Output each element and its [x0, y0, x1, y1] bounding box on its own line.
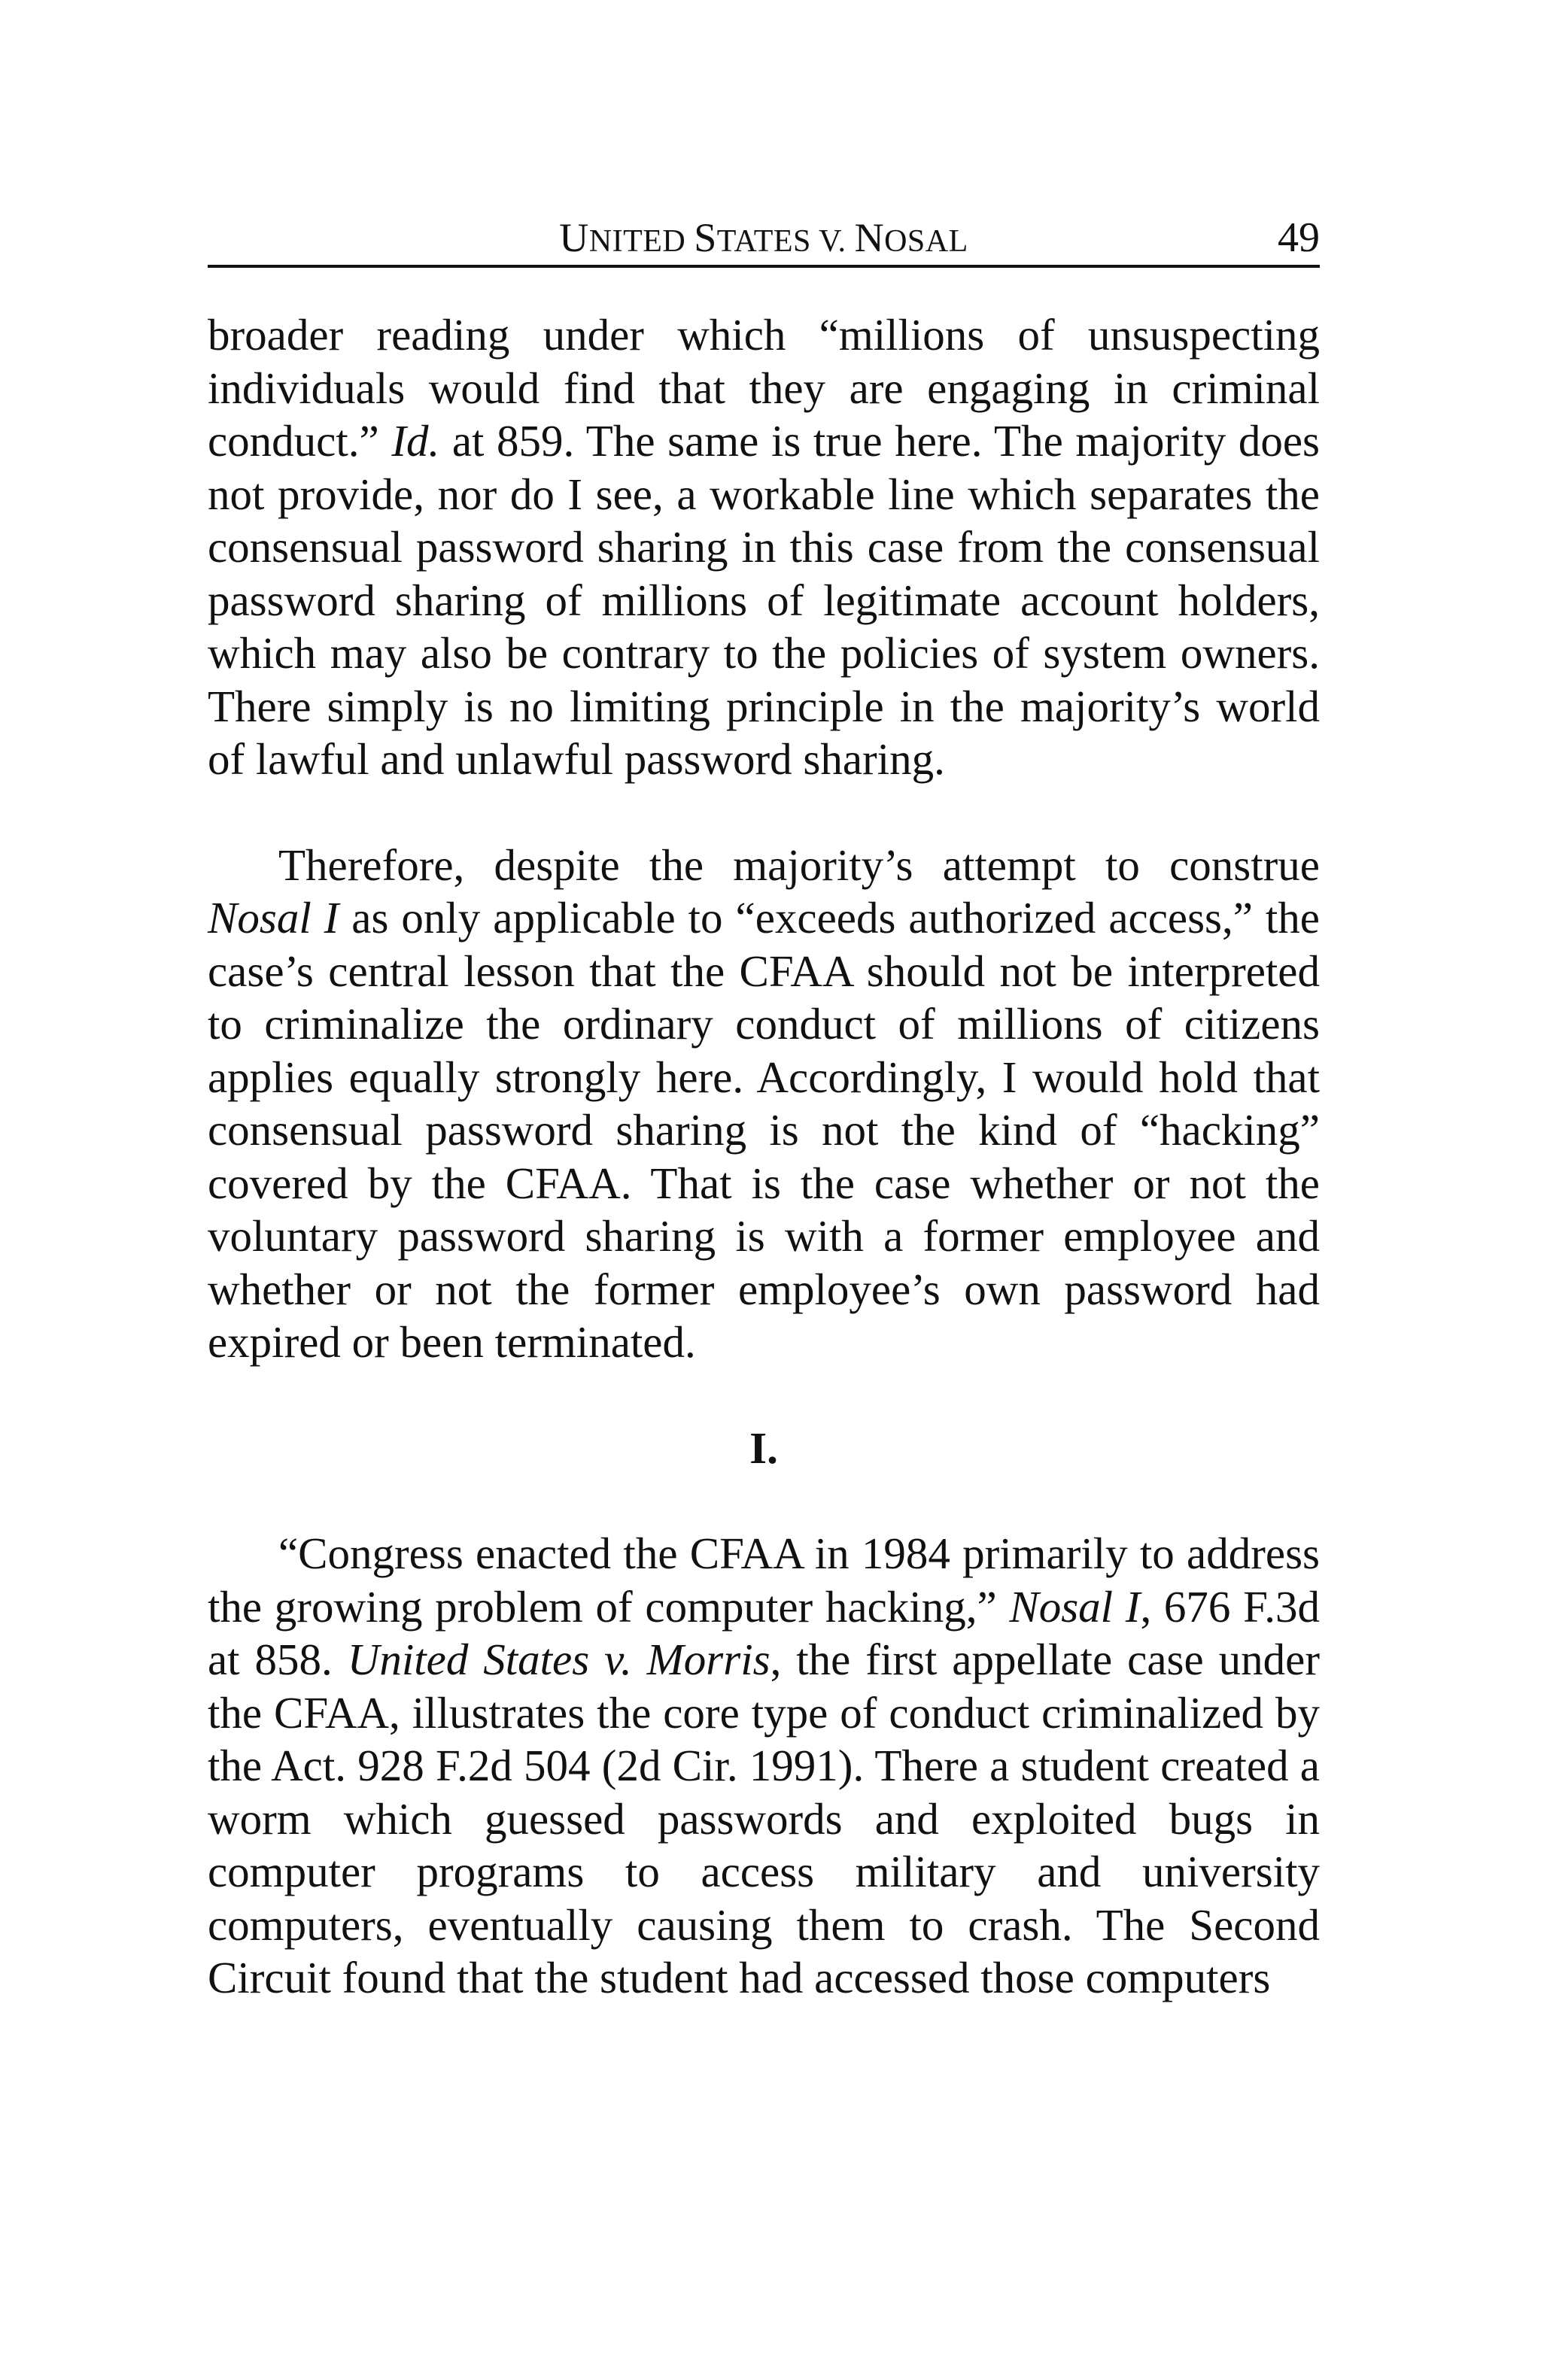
section-heading: I. [749, 1422, 778, 1473]
paragraph-gap [208, 1474, 1320, 1527]
page-number: 49 [1278, 214, 1320, 261]
document-page [208, 211, 1320, 2005]
paragraph-congress: “Congress enacted the CFAA in 1984 primarily to address the growing problem of computer hacking,” Nosal I, 676 F.3d at 858. United States v. Morris, the first appellate case under the CFAA, illustrates the core type of conduct criminalized by the Act. 928 F.2d 504 (2d Cir. 1991). There a student created a worm which guessed passwords and exploited bugs in computer programs to access military and university computers, eventually causing them to crash. The Second Circuit found that the student had accessed those computers [208, 1528, 1320, 2002]
running-title: UNITED STATES V. NOSAL [559, 215, 968, 260]
paragraph-therefore: Therefore, despite the majority’s attempt to construe Nosal I as only applicable to “exceeds authorized access,” the case’s central lesson that the CFAA should not be interpreted to criminalize the ordinary conduct of millions of citizens applies equally strongly here. Accordingly, I would hold that consensual password sharing is not the kind of “hacking” covered by the CFAA. That is the case whether or not the voluntary password sharing is with a former employee and whether or not the former employee’s own password had expired or been terminated. [208, 839, 1320, 1367]
running-header [208, 211, 1320, 268]
body-text [208, 308, 1320, 2005]
paragraph-gap [208, 1369, 1320, 1422]
paragraph-gap [208, 786, 1320, 839]
paragraph-continuation: broader reading under which “millions of unsuspecting individuals would find that they are engaging in criminal conduct.” Id. at 859. The same is true here. The majority does not provide, nor do I see, a workable line which separates the consensual password sharing in this case from the consensual password sharing of millions of legitimate account holders, which may also be contrary to the policies of system owners. There simply is no limiting principle in the majority’s world of lawful and unlawful password sharing. [208, 310, 1321, 784]
